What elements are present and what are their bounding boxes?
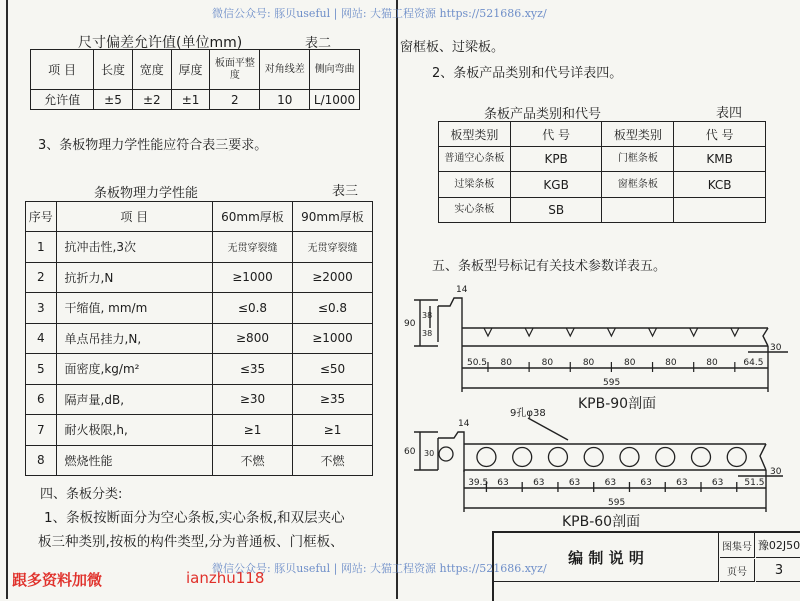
table4-header: 板型类别: [439, 122, 511, 147]
kpb90-rib: [690, 328, 698, 336]
kpb60-dim-label: 63: [640, 478, 652, 488]
table3-header: 项 目: [56, 202, 212, 232]
table3-cell: ≤35: [213, 354, 293, 385]
table2-header: 侧向弯曲: [310, 50, 360, 90]
table4-cell: 窗框条板: [602, 172, 674, 198]
table3-cell: 抗折力,N: [56, 262, 212, 293]
kpb90-rib: [484, 328, 492, 336]
table2-header: 对角线差: [260, 50, 310, 90]
footer-id: ianzhu118: [186, 569, 265, 587]
kpb90-dim-label: 50.5: [466, 358, 488, 368]
table3-cell: 无贯穿裂缝: [292, 232, 372, 263]
table3-header: 序号: [26, 202, 57, 232]
kpb90-section-drawing: [398, 276, 798, 411]
paragraph-3: 3、条板物理力学性能应符合表三要求。: [38, 138, 268, 153]
kpb90-dim-height: 90: [404, 319, 416, 329]
table3-cell: ≥1000: [292, 323, 372, 354]
kpb60-hole: [727, 448, 746, 467]
footer-contact-text: 跟多资料加微: [12, 571, 103, 589]
right-line2: 2、条板产品类别和代号详表四。: [432, 66, 623, 81]
table2-header: 长度: [94, 50, 133, 90]
table2-cell: ±1: [171, 90, 210, 110]
table4-header: 代 号: [510, 122, 602, 147]
right-line1: 窗框板、过梁板。: [400, 40, 505, 55]
kpb60-hole: [620, 448, 639, 467]
table3-cell: ≤0.8: [213, 293, 293, 324]
section4-title: 四、条板分类:: [40, 487, 123, 502]
table3-row: [26, 354, 373, 385]
kpb60-title: KPB-60剖面: [562, 514, 641, 530]
table3-cell: 耐火极限,h,: [56, 415, 212, 446]
table3-cell: 5: [26, 354, 57, 385]
table4-cell: 过梁条板: [439, 172, 511, 198]
table4-cell: [602, 198, 674, 223]
table2-header: 宽度: [132, 50, 171, 90]
kpb90-dim-top: 14: [456, 285, 468, 295]
kpb90-total: 595: [603, 378, 621, 388]
kpb90-dim-side: 38: [422, 329, 433, 338]
kpb90-dim-label: 80: [582, 358, 595, 368]
kpb60-dim-label: 63: [604, 478, 617, 488]
table2-label: 表二: [305, 36, 332, 51]
section4-line2: 板三种类别,按板的构件类型,分为普通板、门框板、: [38, 534, 344, 550]
title-block-title: 编 制 说 明: [494, 533, 719, 582]
table2-cell: ±2: [132, 90, 171, 110]
table4-caption: 条板产品类别和代号: [484, 107, 602, 122]
table3-cell: 2: [26, 262, 57, 293]
kpb90-dim-side: 38: [422, 311, 433, 320]
table4-cell: KGB: [510, 172, 602, 198]
table3-cell: 6: [26, 384, 57, 415]
table2-cell: 允许值: [31, 90, 94, 110]
table4-header: 代 号: [674, 122, 766, 147]
table4-cell: 门框条板: [602, 147, 674, 172]
kpb60-hole: [692, 448, 711, 467]
kpb90-dim-right: 30: [770, 343, 782, 353]
kpb90-rib: [731, 328, 739, 336]
kpb60-dim-label: 63: [711, 478, 724, 488]
table3-cell: 8: [26, 445, 57, 476]
table4-cell: KCB: [674, 172, 766, 198]
watermark-bottom: 微信公众号: 豚贝useful | 网站: 大猫工程资源 https://521686.xyz/: [212, 562, 547, 575]
table2: [30, 49, 360, 110]
table3: [25, 201, 373, 476]
table3-cell: ≥2000: [292, 262, 372, 293]
page-label: 页号: [720, 559, 755, 582]
table3-cell: 单点吊挂力,N,: [56, 323, 212, 354]
page-number: 3: [756, 559, 800, 582]
kpb60-section-drawing: [398, 404, 798, 532]
table3-cell: ≥1: [292, 415, 372, 446]
kpb60-total: 595: [608, 498, 626, 508]
table3-row: [26, 323, 373, 354]
kpb60-hole: [548, 448, 567, 467]
kpb90-dim-label: 80: [623, 358, 636, 368]
kpb60-dim-height: 60: [404, 447, 416, 457]
table2-header: 板面平整度: [210, 50, 260, 90]
atlas-label: 图集号: [720, 533, 755, 558]
left-border: [6, 0, 8, 599]
table2-cell: 2: [210, 90, 260, 110]
kpb90-rib: [649, 328, 657, 336]
kpb90-dim-label: 80: [500, 358, 512, 368]
kpb60-hole: [584, 448, 603, 467]
table3-cell: 面密度,kg/m²: [56, 354, 212, 385]
kpb60-dim-label: 39.5: [468, 478, 489, 488]
table3-row: [26, 262, 373, 293]
atlas-number: 豫02J50: [756, 533, 800, 558]
table4-cell: 实心条板: [439, 198, 511, 223]
section4-line1: 1、条板按断面分为空心条板,实心条板,和双层夹心: [44, 510, 345, 526]
kpb90-rib: [566, 328, 574, 336]
table3-cell: 隔声量,dB,: [56, 384, 212, 415]
kpb90-title: KPB-90剖面: [578, 396, 657, 411]
table3-cell: 不燃: [292, 445, 372, 476]
kpb60-dim-side: 30: [424, 449, 435, 458]
table3-cell: ≥1: [213, 415, 293, 446]
table2-header: 厚度: [171, 50, 210, 90]
table3-cell: 干缩值, mm/m: [56, 293, 212, 324]
watermark-top: 微信公众号: 豚贝useful | 网站: 大猫工程资源 https://521686.xyz/: [212, 7, 547, 20]
kpb90-dim-label: 80: [541, 358, 554, 368]
table3-row: [26, 445, 373, 476]
kpb90-dim-label: 80: [706, 358, 718, 368]
table3-label: 表三: [332, 184, 359, 199]
table3-row: [26, 415, 373, 446]
kpb60-dim-label: 63: [568, 478, 581, 488]
table3-header: 90mm厚板: [292, 202, 372, 232]
table3-cell: ≥1000: [213, 262, 293, 293]
table2-cell: 10: [260, 90, 310, 110]
table3-cell: 抗冲击性,3次: [56, 232, 212, 263]
table3-row: [26, 293, 373, 324]
kpb60-hole: [656, 448, 675, 467]
kpb60-hole: [513, 448, 532, 467]
kpb60-hole-note: 9孔φ38: [510, 408, 546, 419]
kpb60-dim-label: 51.5: [744, 478, 765, 488]
kpb90-rib: [607, 328, 615, 336]
table3-caption: 条板物理力学性能: [94, 186, 199, 201]
table4-cell: KMB: [674, 147, 766, 172]
table2-header: 项 目: [31, 50, 94, 90]
kpb90-rib: [525, 328, 533, 336]
table4-label: 表四: [716, 106, 743, 121]
kpb60-hole: [439, 447, 453, 461]
kpb60-dim-label: 63: [676, 478, 688, 488]
table3-cell: ≤50: [292, 354, 372, 385]
table2-cell: ±5: [94, 90, 133, 110]
table4-cell: KPB: [510, 147, 602, 172]
table3-cell: 3: [26, 293, 57, 324]
kpb60-hole: [477, 448, 496, 467]
table4-cell: SB: [510, 198, 602, 223]
table3-cell: ≥30: [213, 384, 293, 415]
kpb60-dim-label: 63: [533, 478, 545, 488]
table3-cell: 无贯穿裂缝: [213, 232, 293, 263]
table3-cell: ≥800: [213, 323, 293, 354]
table2-caption: 尺寸偏差允许值(单位mm): [78, 35, 243, 51]
table4-header: 板型类别: [602, 122, 674, 147]
kpb60-dim-right: 30: [770, 467, 782, 477]
table3-header: 60mm厚板: [213, 202, 293, 232]
table4: [438, 121, 766, 223]
section5: 五、条板型号标记有关技术参数详表五。: [432, 259, 667, 274]
table4-cell: 普通空心条板: [439, 147, 511, 172]
table3-row: [26, 232, 373, 263]
table3-cell: 不燃: [213, 445, 293, 476]
table3-cell: 4: [26, 323, 57, 354]
table4-cell: [674, 198, 766, 223]
table2-cell: L/1000: [310, 90, 360, 110]
kpb60-dim-label: 63: [497, 478, 509, 488]
kpb60-dim-top: 14: [458, 419, 470, 429]
kpb90-dim-label: 64.5: [743, 358, 764, 368]
table3-cell: ≤0.8: [292, 293, 372, 324]
table3-cell: 燃烧性能: [56, 445, 212, 476]
table3-cell: 1: [26, 232, 57, 263]
table3-cell: ≥35: [292, 384, 372, 415]
table3-cell: 7: [26, 415, 57, 446]
table3-row: [26, 384, 373, 415]
kpb90-dim-label: 80: [665, 358, 677, 368]
